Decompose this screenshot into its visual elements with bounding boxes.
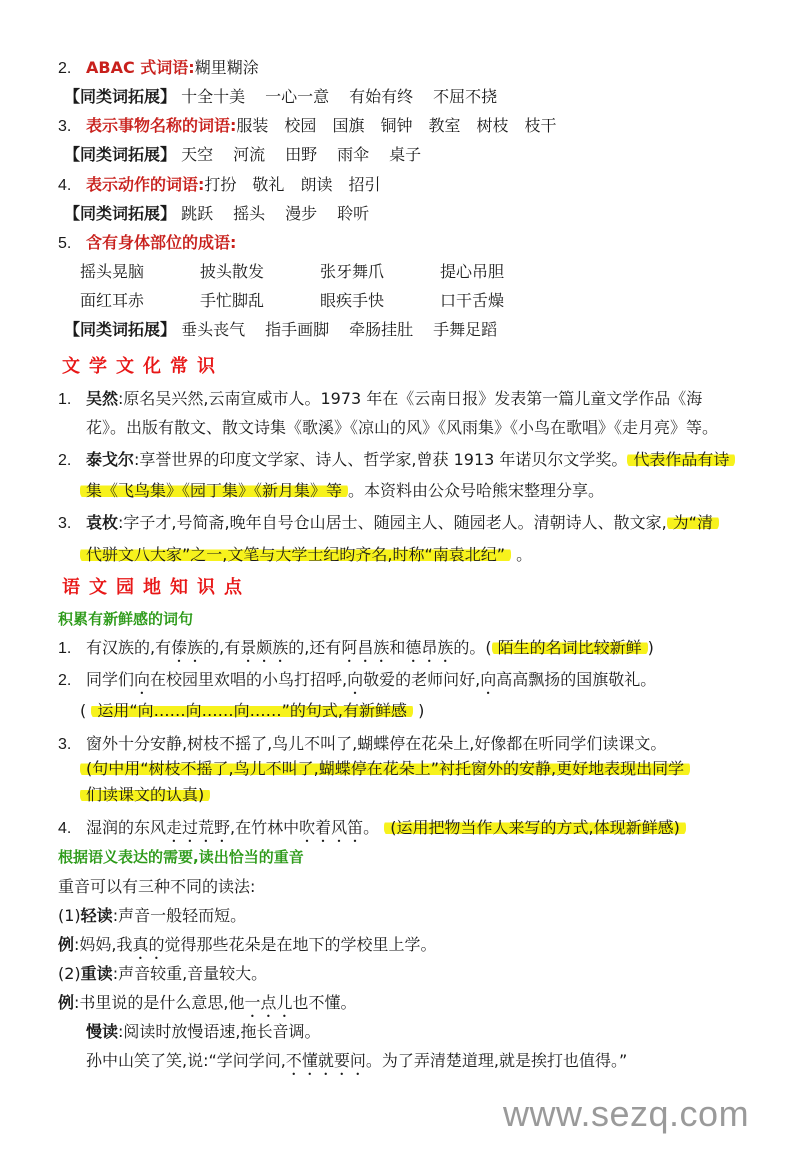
highlight: 集《飞鸟集》《园丁集》《新月集》等 bbox=[80, 481, 348, 500]
subheading-stress: 根据语义表达的需要,读出恰当的重音 bbox=[58, 848, 304, 866]
word: 朗读 bbox=[300, 175, 333, 194]
text: 在校园里欢唱的小鸟打招呼, bbox=[150, 670, 348, 689]
emphasis-text: 傣族 bbox=[171, 638, 204, 657]
sentence-1 bbox=[58, 637, 654, 666]
word: 服装 bbox=[236, 116, 269, 135]
highlight: 运用“向……向……向……”的句式,有新鲜感 bbox=[91, 701, 413, 720]
ext-tag: 【同类词拓展】 bbox=[64, 145, 177, 164]
text: 觉得那些花朵是在地下的学校里上学。 bbox=[164, 935, 437, 954]
ext-tag: 【同类词拓展】 bbox=[64, 320, 177, 339]
item-number: 3. bbox=[58, 736, 72, 753]
emphasis-text: 阿昌族 bbox=[341, 638, 390, 657]
item-number: 3. bbox=[58, 515, 72, 532]
sentence-2-note bbox=[80, 700, 424, 722]
highlight: 陌生的名词比较新鲜 bbox=[492, 638, 648, 657]
sentence-3-note-line2 bbox=[80, 784, 210, 806]
text: 同学们 bbox=[86, 670, 135, 689]
idiom: 披头散发 bbox=[200, 262, 265, 281]
idiom: 面红耳赤 bbox=[80, 291, 145, 310]
item-number: 5. bbox=[58, 235, 72, 252]
lit-text: 。本资料由公众号哈熊宋整理分享。 bbox=[348, 481, 605, 500]
text: ) bbox=[647, 638, 654, 657]
item-nouns bbox=[58, 115, 577, 138]
item-number: 3. bbox=[58, 118, 72, 135]
example-label: 例 bbox=[58, 935, 75, 954]
word: 打扮 bbox=[204, 175, 237, 194]
author-name: 袁枚 bbox=[86, 513, 119, 532]
text: 孙中山笑了笑,说:“学问学问, bbox=[86, 1051, 286, 1070]
text: ( bbox=[80, 701, 87, 720]
text: 有汉族的,有 bbox=[86, 638, 172, 657]
item-number: 1. bbox=[58, 640, 72, 657]
ext-abac bbox=[64, 86, 517, 108]
text: 敬爱的老师问好, bbox=[363, 670, 481, 689]
example-label: 例 bbox=[58, 993, 75, 1012]
word: 敬礼 bbox=[252, 175, 285, 194]
text: ,在竹林中 bbox=[230, 818, 300, 837]
lit-text: :原名吴兴然,云南宣威市人。1973 年在《云南日报》发表第一篇儿童文学作品《海 bbox=[118, 389, 703, 408]
term-label: 轻读 bbox=[80, 906, 113, 925]
emphasis-text: 走过荒野 bbox=[166, 818, 231, 837]
lit-item-2-line2 bbox=[80, 480, 604, 502]
ext-word: 牵肠挂肚 bbox=[349, 320, 414, 339]
emphasis-text: 一点儿 bbox=[244, 993, 293, 1012]
ext-tag: 【同类词拓展】 bbox=[64, 87, 177, 106]
idiom-row-2 bbox=[80, 290, 560, 312]
ext-word: 跳跃 bbox=[181, 204, 214, 223]
sentence-4 bbox=[58, 817, 686, 846]
item-number: 4. bbox=[58, 177, 72, 194]
ext-word: 河流 bbox=[233, 145, 266, 164]
idiom: 提心吊胆 bbox=[440, 262, 505, 281]
slow-reading bbox=[86, 1021, 321, 1043]
text: (2) bbox=[58, 964, 81, 983]
idiom: 口干舌燥 bbox=[440, 291, 505, 310]
idiom: 张牙舞爪 bbox=[320, 262, 385, 281]
ext-word: 雨伞 bbox=[337, 145, 370, 164]
lit-item-1-line2: 花》。出版有散文、散文诗集《歌溪》《凉山的风》《风雨集》《小鸟在歌唱》《走月亮》等。 bbox=[86, 418, 719, 437]
item-number: 4. bbox=[58, 820, 72, 837]
text: 湿润的东风 bbox=[86, 818, 167, 837]
text: 也不懂。 bbox=[292, 993, 357, 1012]
text: 高高飘扬的国旗敬礼。 bbox=[496, 670, 657, 689]
text: :阅读时放慢语速,拖长音调。 bbox=[118, 1022, 321, 1041]
item-label: ABAC 式词语: bbox=[86, 58, 195, 77]
light-reading bbox=[58, 905, 246, 927]
item-idioms bbox=[58, 232, 236, 255]
lit-text: 。 bbox=[511, 545, 533, 564]
term-label: 重读 bbox=[80, 964, 113, 983]
ext-verbs bbox=[64, 203, 389, 225]
light-example bbox=[58, 934, 437, 963]
idiom: 摇头晃脑 bbox=[80, 262, 145, 281]
item-label: 表示动作的词语: bbox=[86, 175, 205, 194]
item-text: 糊里糊涂 bbox=[194, 58, 259, 77]
text: :声音较重,音量较大。 bbox=[112, 964, 268, 983]
text: 窗外十分安静,树枝不摇了,鸟儿不叫了,蝴蝶停在花朵上,好像都在听同学们读课文。 bbox=[86, 734, 667, 753]
item-number: 2. bbox=[58, 60, 72, 77]
section-heading-garden: 语文园地知识点 bbox=[62, 577, 251, 598]
highlight: (句中用“树枝不摇了,鸟儿不叫了,蝴蝶停在花朵上”衬托窗外的安静,更好地表现出同学 bbox=[80, 759, 690, 778]
item-verbs bbox=[58, 174, 400, 197]
text: 和 bbox=[389, 638, 406, 657]
sentence-2 bbox=[58, 669, 656, 698]
ext-word: 漫步 bbox=[285, 204, 318, 223]
ext-word: 田野 bbox=[285, 145, 318, 164]
word: 招引 bbox=[348, 175, 381, 194]
word: 校园 bbox=[284, 116, 317, 135]
author-name: 泰戈尔 bbox=[86, 450, 135, 469]
ext-word: 指手画脚 bbox=[265, 320, 330, 339]
sentence-3 bbox=[58, 733, 666, 756]
text: 的,有 bbox=[203, 638, 241, 657]
ext-tag: 【同类词拓展】 bbox=[64, 204, 177, 223]
ext-word: 天空 bbox=[181, 145, 214, 164]
ext-word: 桌子 bbox=[389, 145, 422, 164]
emphasis-text: 不懂就要问 bbox=[285, 1051, 366, 1070]
emphasis-text: 向 bbox=[480, 670, 497, 689]
item-number: 2. bbox=[58, 672, 72, 689]
lit-item-1-line1 bbox=[58, 388, 702, 411]
idiom-row-1 bbox=[80, 261, 560, 283]
word: 国旗 bbox=[332, 116, 365, 135]
highlight: 代骈文八大家”之一,文笔与大学士纪昀齐名,时称“南袁北纪” bbox=[80, 545, 511, 564]
ext-word: 摇头 bbox=[233, 204, 266, 223]
ext-word: 手舞足蹈 bbox=[433, 320, 498, 339]
item-label: 表示事物名称的词语: bbox=[86, 116, 237, 135]
idiom: 眼疾手快 bbox=[320, 291, 385, 310]
text: :声音一般轻而短。 bbox=[112, 906, 247, 925]
text: 的,还有 bbox=[288, 638, 342, 657]
text: 。为了弄清楚道理,就是挨打也值得。” bbox=[365, 1051, 628, 1070]
author-name: 吴然 bbox=[86, 389, 119, 408]
emphasis-text: 向 bbox=[347, 670, 364, 689]
highlight: 代表作品有诗 bbox=[627, 450, 735, 469]
lit-item-2-line1 bbox=[58, 449, 735, 472]
stress-intro: 重音可以有三种不同的读法: bbox=[58, 877, 256, 896]
heavy-reading bbox=[58, 963, 267, 985]
sentence-3-note-line1 bbox=[80, 758, 690, 780]
ext-word: 有始有终 bbox=[349, 87, 414, 106]
text: 。 bbox=[363, 818, 380, 837]
text: 的。( bbox=[453, 638, 492, 657]
section-heading-literature: 文学文化常识 bbox=[62, 356, 224, 377]
ext-word: 不屈不挠 bbox=[433, 87, 498, 106]
text: (1) bbox=[58, 906, 81, 925]
text: :妈妈,我 bbox=[74, 935, 133, 954]
idiom: 手忙脚乱 bbox=[200, 291, 265, 310]
highlight: (运用把物当作人来写的方式,体现新鲜感) bbox=[384, 818, 686, 837]
ext-idioms bbox=[64, 319, 517, 341]
text: :书里说的是什么意思,他 bbox=[74, 993, 245, 1012]
ext-word: 一心一意 bbox=[265, 87, 330, 106]
slow-example bbox=[86, 1050, 627, 1079]
lit-item-3-line2 bbox=[80, 544, 532, 566]
lit-item-3-line1 bbox=[58, 512, 719, 535]
emphasis-text: 吹着风笛 bbox=[299, 818, 364, 837]
emphasis-text: 真的 bbox=[132, 935, 165, 954]
ext-nouns bbox=[64, 144, 441, 166]
ext-word: 聆听 bbox=[337, 204, 370, 223]
highlight: 为“清 bbox=[667, 513, 719, 532]
emphasis-text: 向 bbox=[134, 670, 151, 689]
word: 枝干 bbox=[524, 116, 557, 135]
watermark: www.sezq.com bbox=[503, 1093, 750, 1134]
item-number: 1. bbox=[58, 391, 72, 408]
lit-text: :享誉世界的印度文学家、诗人、哲学家,曾获 1913 年诺贝尔文学奖。 bbox=[134, 450, 628, 469]
term-label: 慢读 bbox=[86, 1022, 119, 1041]
ext-word: 十全十美 bbox=[181, 87, 246, 106]
word: 教室 bbox=[428, 116, 461, 135]
word: 铜钟 bbox=[380, 116, 413, 135]
item-label: 含有身体部位的成语: bbox=[86, 233, 237, 252]
heavy-example bbox=[58, 992, 357, 1021]
item-abac bbox=[58, 57, 259, 80]
emphasis-text: 景颇族 bbox=[240, 638, 289, 657]
item-number: 2. bbox=[58, 452, 72, 469]
ext-word: 垂头丧气 bbox=[181, 320, 246, 339]
emphasis-text: 德昂族 bbox=[405, 638, 454, 657]
lit-text: :字子才,号简斋,晚年自号仓山居士、随园主人、随园老人。清朝诗人、散文家, bbox=[118, 513, 667, 532]
word: 树枝 bbox=[476, 116, 509, 135]
subheading-fresh-words: 积累有新鲜感的词句 bbox=[58, 610, 194, 628]
highlight: 们读课文的认真) bbox=[80, 785, 210, 804]
text: ) bbox=[418, 701, 425, 720]
